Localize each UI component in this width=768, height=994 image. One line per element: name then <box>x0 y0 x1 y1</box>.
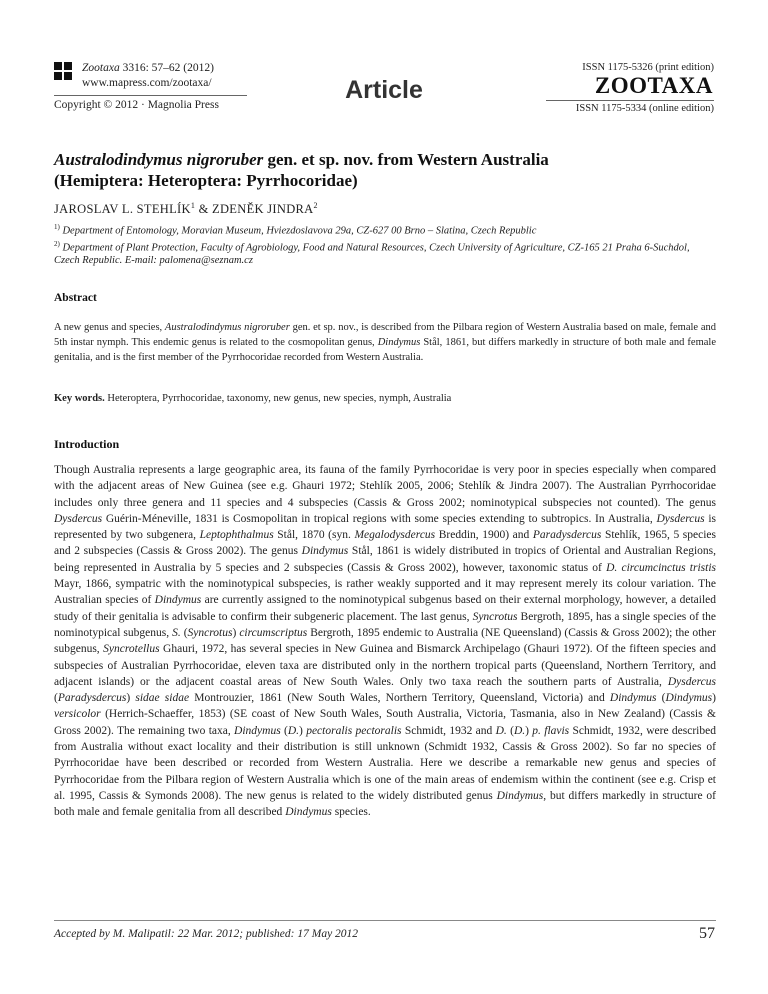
affiliation-1 <box>54 221 716 238</box>
author-joiner: & <box>195 202 213 217</box>
introduction-text: Though Australia represents a large geographic area, its fauna of the family Pyrrhocoridae is very poor in species especially when compared with the adjacent areas of New Guinea (see e.g. Ghauri 1972; Stehlík 2005, 2006; Stehlík & Jindra 2007). The Australian Pyrrhocoridae includes only three genera and 11 species and 4 subspecies (Cassis & Gross 2002; nominotypical subspecies not counted). The genus Dysdercus Guérin-Méneville, 1831 is Cosmopolitan in tropical regions with some species extending to subtropics. In Australia, Dysdercus is represented by two subgenera, Leptophthalmus Stål, 1870 (syn. Megalodysdercus Breddin, 1900) and Paradysdercus Stehlík, 1965, 5 species and 2 subspecies (Cassis & Gross 2002). The genus Dindymus Stål, 1861 is widely distributed in tropics of Oriental and Australian Regions, being represented in Australia by 5 species and 2 subspecies (Cassis & Gross 2002), however, taxonomic status of D. circumcinctus tristis Mayr, 1866, sympatric with the nominotypical subspecies, is rather weakly supported and it may represent merely its colour variation. The Australian species of Dindymus are currently assigned to the nominotypical subgenus based on their external morphology, however, a detailed study of their genitalia is advisable to confirm their subgeneric placement. The last genus, Syncrotus Bergroth, 1895, has a single species of the nominotypical subgenus, S. (Syncrotus) circumscriptus Bergroth, 1895 endemic to Australia (NE Queensland) (Cassis & Gross 2002); the other subgenus, Syncrotellus Ghauri, 1972, has several species in New Guinea and Bismarck Archipelago (Ghauri 1972). Of the fifteen species and subspecies of Australian Pyrrhocoridae, eleven taxa are distributed only in the northern tropical parts (Queensland, Northern Territory, and adjacent islands) or the adjacent coastal areas of New South Wales. Only two taxa reach the southern parts of Australia, Dysdercus (Paradysdercus) sidae sidae Montrouzier, 1861 (New South Wales, Northern Territory, Queensland, Victoria) and Dindymus (Dindymus) versicolor (Herrich-Schaeffer, 1853) (SE coast of New South Wales, South Australia, Victoria, Tasmania, also in New Zealand) (Cassis & Gross 2002). The remaining two taxa, Dindymus (D.) pectoralis pectoralis Schmidt, 1932 and D. (D.) p. flavis Schmidt, 1932, were described from Australia without exact locality and their distribution is still unknown (Schmidt 1932, Cassis & Gross 2002). So far no species of Pyrrhocoridae have been described or recorded from Western Australia. Here we describe a remarkable new genus and species of Pyrrhocoridae from the Pilbara region of Western Australia which is one of the main areas of endemism within the continent (see e.g. Crisp et al. 1995, Cassis & Symonds 2008). The new genus is related to the widely distributed genus Dindymus, but differs markedly in structure of both male and female genitalia from all described Dindymus species. <box>54 464 717 819</box>
journal-header <box>54 62 714 117</box>
affiliation-mark: 2) <box>54 239 60 248</box>
citation-details: 3316: 57–62 (2012) <box>122 62 214 74</box>
title-line2: (Hemiptera: Heteroptera: Pyrrhocoridae) <box>54 171 358 190</box>
affiliations <box>54 221 716 267</box>
article-label: Article <box>345 76 423 104</box>
journal-url[interactable]: www.mapress.com/zootaxa/ <box>82 77 212 89</box>
affiliation-text: Department of Plant Protection, Faculty of Agrobiology, Food and Natural Resources, Czech University of Agriculture, CZ-165 21 Praha 6-Suchdol, Czech Republic. E-mail: palomena@seznam.cz <box>54 242 690 266</box>
title-line1: gen. et sp. nov. from Western Australia <box>263 150 549 169</box>
affiliation-2 <box>54 238 716 268</box>
issn-print: ISSN 1175-5326 (print edition) <box>582 62 714 73</box>
keywords <box>54 393 716 404</box>
header-rule-right <box>546 100 714 101</box>
copyright: Copyright © 2012 · Magnolia Press <box>54 99 219 111</box>
author-name: JAROSLAV L. STEHLÍK <box>54 202 191 217</box>
author-name: ZDENĚK JINDRA <box>212 202 314 217</box>
author-list <box>54 201 318 217</box>
issn-online: ISSN 1175-5334 (online edition) <box>575 103 714 114</box>
abstract-text: A new genus and species, Australodindymus nigroruber gen. et sp. nov., is described from the Pilbara region of Western Australia based on male, female and 5th instar nymph. This endemic genus is related to the cosmopolitan genus, Dindymus Stål, 1861, but differs markedly in structure of both male and female genitalia, and is the first member of the Pyrrhocoridae recorded from Western Australia. <box>54 322 716 364</box>
footer-rule <box>54 920 716 921</box>
citation <box>82 62 214 74</box>
keywords-text: Heteroptera, Pyrrhocoridae, taxonomy, new genus, new species, nymph, Australia <box>104 393 452 404</box>
journal-logo: ZOOTAXA <box>594 73 713 98</box>
paper-title <box>54 149 714 191</box>
introduction-heading: Introduction <box>54 437 120 451</box>
title-taxon: Australodindymus nigroruber <box>54 150 264 169</box>
acceptance-note: Accepted by M. Malipatil: 22 Mar. 2012; published: 17 May 2012 <box>54 928 359 940</box>
affiliation-text: Department of Entomology, Moravian Museum, Hviezdoslavova 29a, CZ-627 00 Brno – Slatina, Czech Republic <box>59 225 537 237</box>
keywords-label: Key words. <box>54 393 105 404</box>
page-number: 57 <box>699 925 715 942</box>
affiliation-mark: 1) <box>54 223 60 231</box>
author-affiliation-mark: 1 <box>190 201 196 210</box>
citation-journal: Zootaxa <box>82 62 120 74</box>
abstract-heading: Abstract <box>54 292 97 304</box>
author-affiliation-mark: 2 <box>313 201 318 210</box>
